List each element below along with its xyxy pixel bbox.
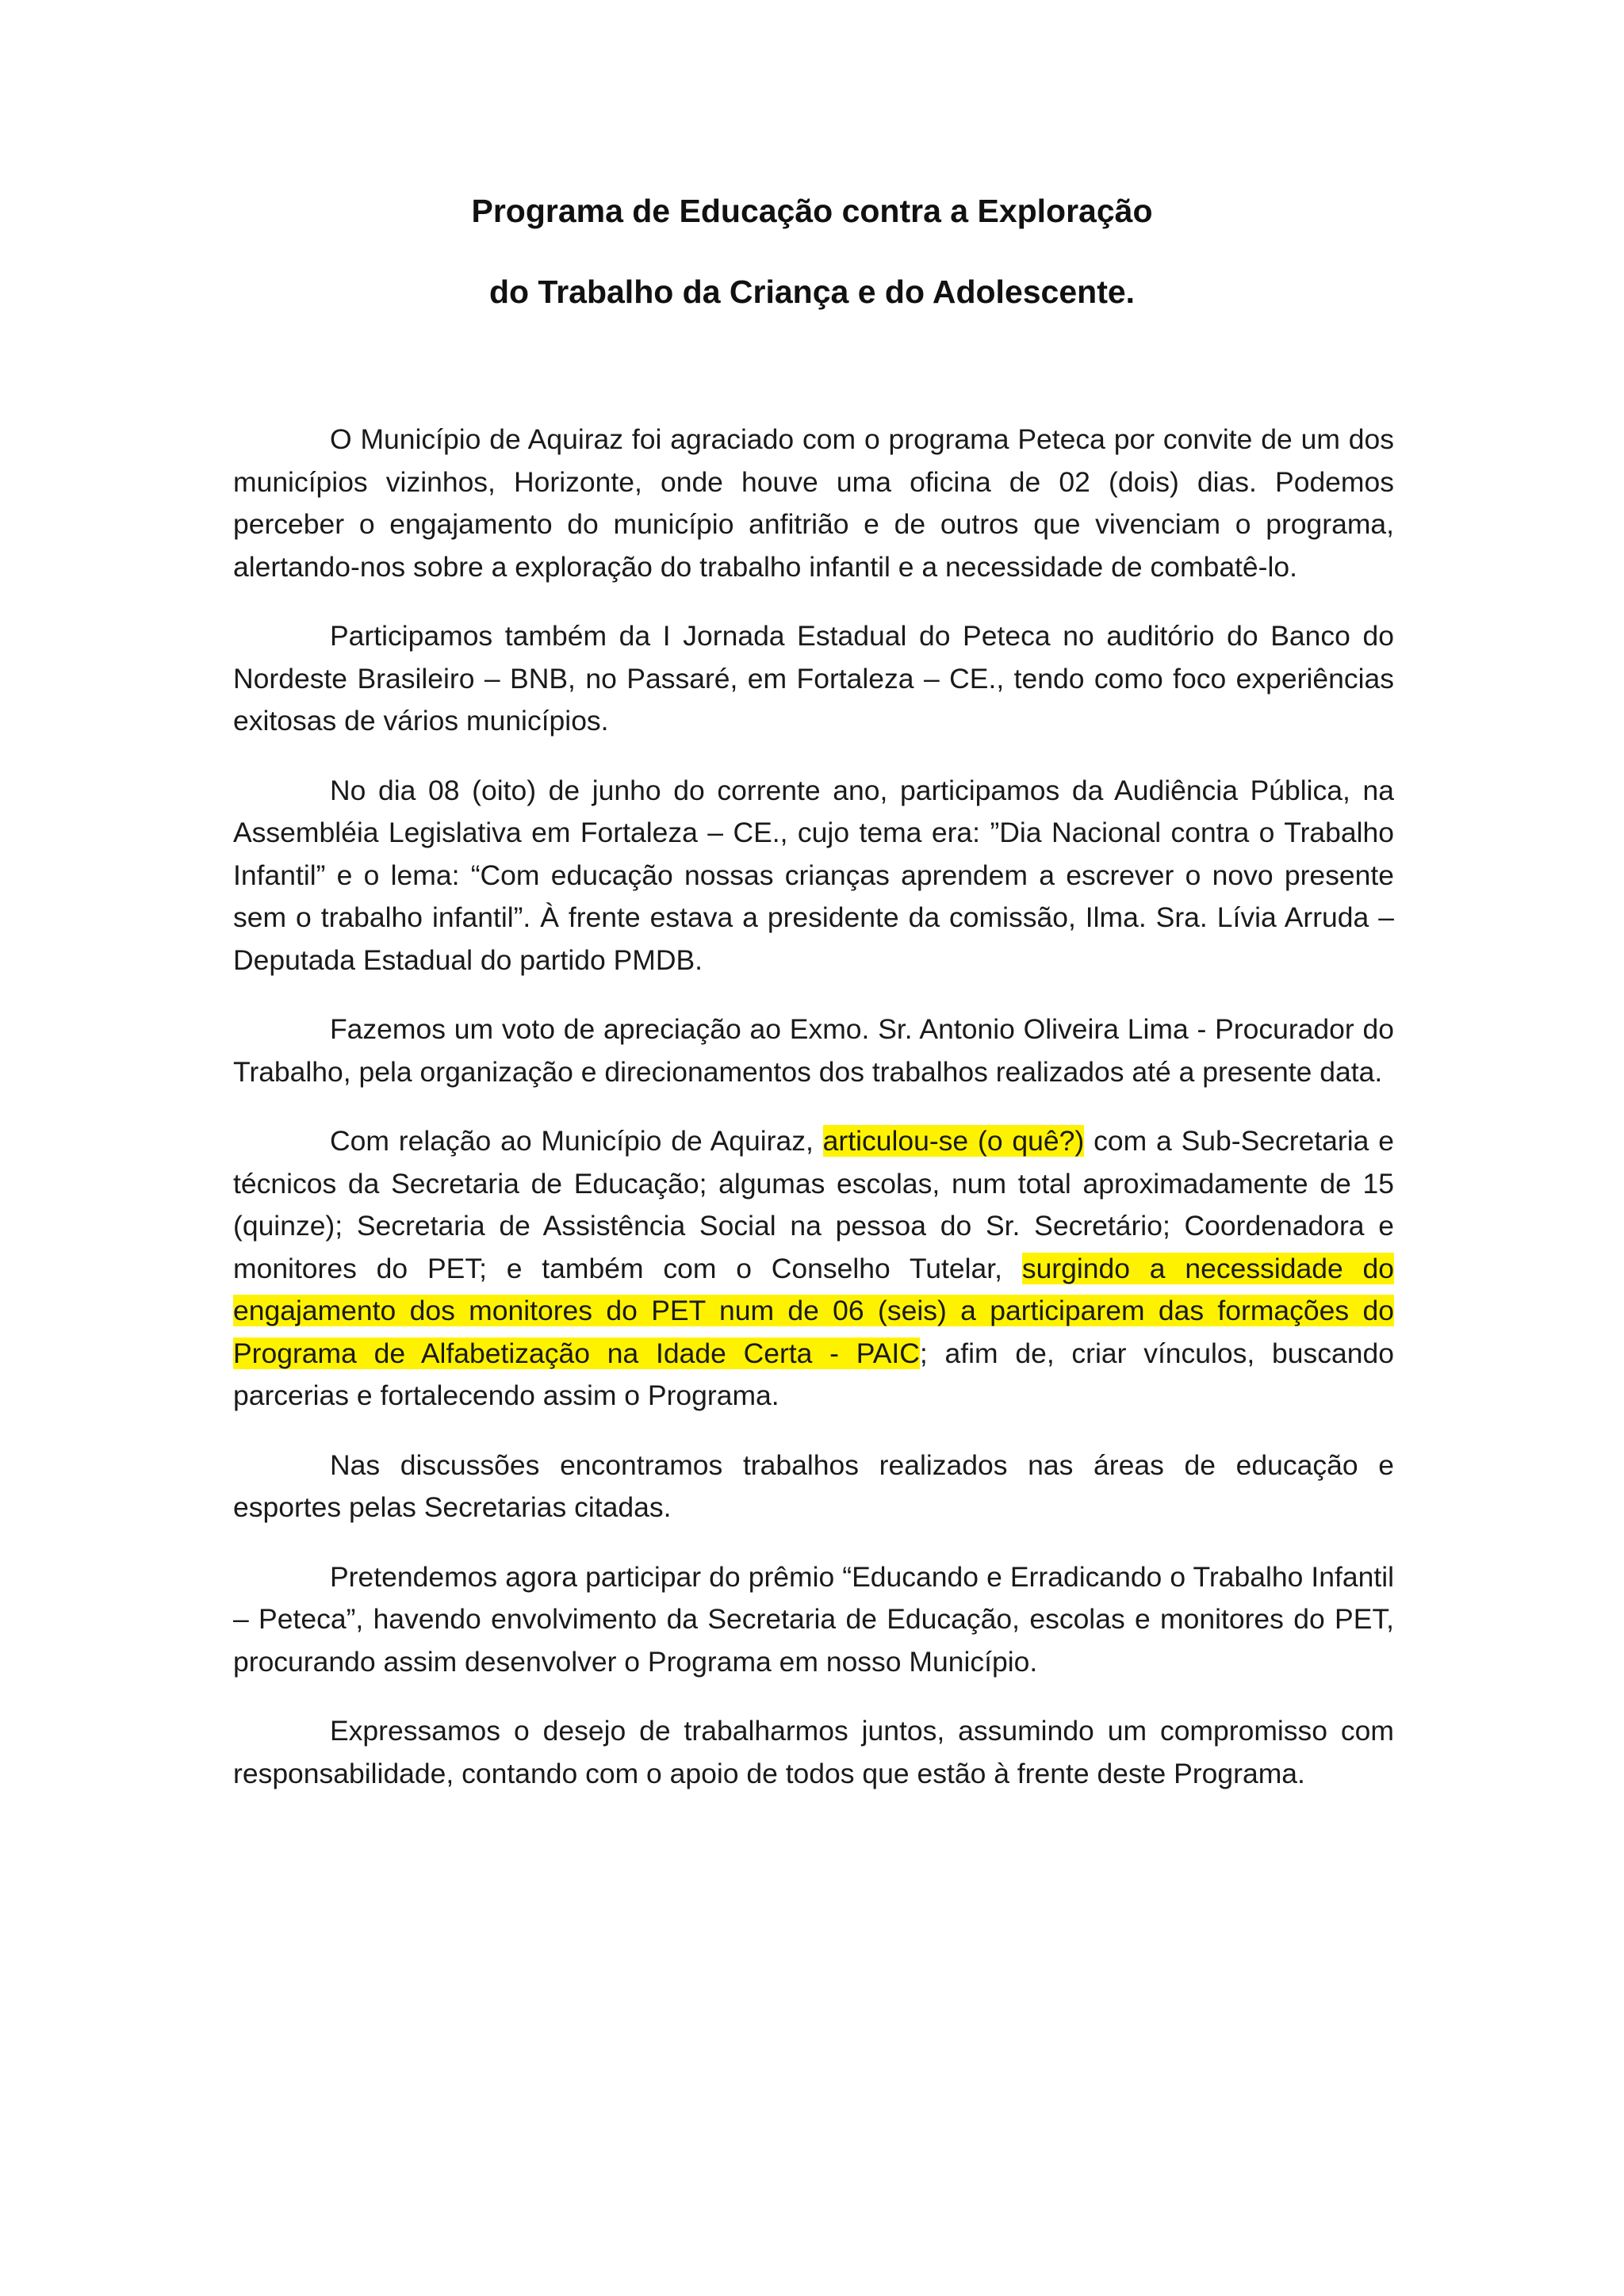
paragraph-6: Nas discussões encontramos trabalhos realizados nas áreas de educação e esportes pelas Secretarias citadas. [233, 1448, 1394, 1523]
highlighted-text-1: articulou-se (o quê?) [822, 1125, 1085, 1157]
document-title [0, 189, 1624, 314]
paragraph-5 [233, 1120, 1394, 1418]
document-body [233, 419, 1394, 1822]
paragraph-2: Participamos também da I Jornada Estadual do Peteca no auditório do Banco do Nordeste Brasileiro – BNB, no Passaré, em Fortaleza – CE., tendo como foco experiências exitosas de vários municípios. [233, 620, 1394, 737]
title-line-2: do Trabalho da Criança e do Adolescente. [488, 274, 1136, 310]
paragraph-3: No dia 08 (oito) de junho do corrente ano, participamos da Audiência Pública, na Assembléia Legislativa em Fortaleza – CE., cujo tema era: ”Dia Nacional contra o Trabalho Infantil” e o lema: “Com educação nossas crianças aprendem a escrever o novo presente sem o trabalho infantil”. À frente estava a presidente da comissão, Ilma. Sra. Lívia Arruda – Deputada Estadual do partido PMDB. [233, 774, 1394, 976]
paragraph-8: Expressamos o desejo de trabalharmos juntos, assumindo um compromisso com responsabilidade, contando com o apoio de todos que estão à frente deste Programa. [233, 1715, 1394, 1789]
highlighted-text-2: surgindo a necessidade do engajamento dos monitores do PET num de 06 (seis) a participarem das formações do Programa de Alfabetização na Idade Certa - PAIC [233, 1252, 1394, 1369]
paragraph-5-text-3: ; afim de, criar vínculos, buscando parcerias e fortalecendo assim o Programa. [233, 1337, 1394, 1411]
paragraph-4: Fazemos um voto de apreciação ao Exmo. Sr. Antonio Oliveira Lima - Procurador do Trabalho, pela organização e direcionamentos dos trabalhos realizados até a presente data. [233, 1013, 1394, 1088]
title-line-1: Programa de Educação contra a Exploração [471, 193, 1153, 229]
paragraph-1: O Município de Aquiraz foi agraciado com o programa Peteca por convite de um dos municípios vizinhos, Horizonte, onde houve uma oficina de 02 (dois) dias. Podemos perceber o engajamento do município anfitrião e de outros que vivenciam o programa, alertando-nos sobre a exploração do trabalho infantil e a necessidade de combatê-lo. [233, 423, 1394, 583]
paragraph-5-text-2: com a Sub-Secretaria e técnicos da Secretaria de Educação; algumas escolas, num total aproximadamente de 15 (quinze); Secretaria de Assistência Social na pessoa do Sr. Secretário; Coordenadora e monitores do PET; e também com o Conselho Tutelar, [233, 1125, 1394, 1284]
paragraph-7: Pretendemos agora participar do prêmio “Educando e Erradicando o Trabalho Infantil – Peteca”, havendo envolvimento da Secretaria de Educação, escolas e monitores do PET, procurando assim desenvolver o Programa em nosso Município. [233, 1560, 1394, 1678]
paragraph-5-text-1: Com relação ao Município de Aquiraz, [330, 1125, 823, 1157]
